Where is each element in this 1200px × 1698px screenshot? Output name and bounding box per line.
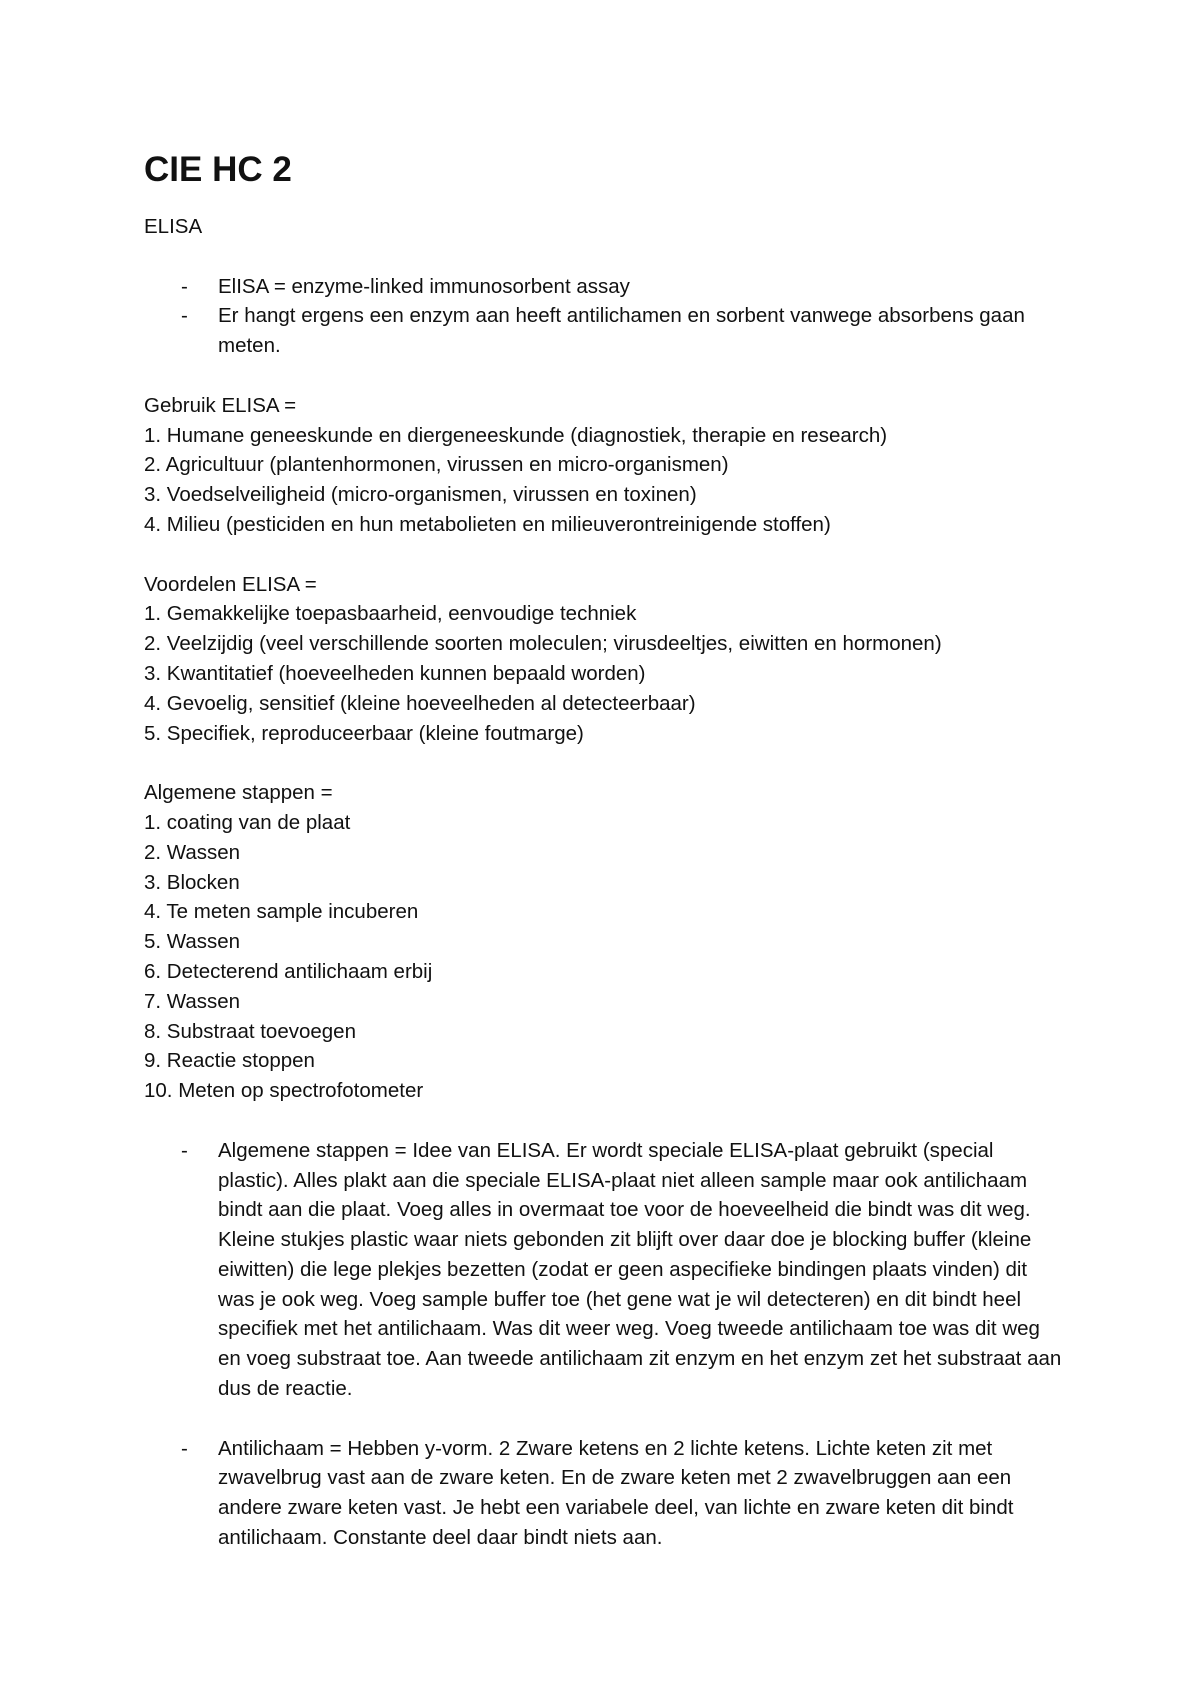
bullet-marker: - <box>181 1436 188 1460</box>
voordelen-list <box>144 599 1064 748</box>
list-item: 6. Detecterend antilichaam erbij <box>144 959 433 983</box>
list-item: 3. Kwantitatief (hoeveelheden kunnen bepaald worden) <box>144 661 646 685</box>
list-item: 5. Specifiek, reproduceerbaar (kleine foutmarge) <box>144 721 584 745</box>
list-item: 1. coating van de plaat <box>144 810 351 834</box>
bullet-text: Er hangt ergens een enzym aan heeft antilichamen en sorbent vanwege absorbens gaan meten. <box>218 304 1025 358</box>
intro-bullet-list <box>144 272 1064 361</box>
bullet-marker: - <box>181 1138 188 1162</box>
list-item: 3. Blocken <box>144 870 240 894</box>
document-title: CIE HC 2 <box>144 150 292 189</box>
bullet-marker: - <box>181 304 188 328</box>
list-item: 1. Humane geneeskunde en diergeneeskunde (diagnostiek, therapie en research) <box>144 423 888 447</box>
list-item <box>144 1434 1064 1553</box>
list-item: 5. Wassen <box>144 930 241 954</box>
bullet-text: Algemene stappen = Idee van ELISA. Er wordt speciale ELISA-plaat gebruikt (special plastic). Alles plakt aan die speciale ELISA-plaat niet alleen sample maar ook antilichaam bindt aan die plaat. Voeg alles in overmaat toe voor de hoeveelheid die bindt was dit weg. Kleine stukjes plastic waar niets gebonden zit blijft over daar doe je blocking buffer (kleine eiwitten) die lege plekjes bezetten (zodat er geen aspecifieke bindingen plaats vinden) dit was je ook weg. Voeg sample buffer toe (het gene wat je wil detecteren) en dit bindt heel specifiek met het antilichaam. Was dit weer weg. Voeg tweede antilichaam toe was dit weg en voeg substraat toe. Aan tweede antilichaam zit enzym en het enzym zet het substraat aan dus de reactie. <box>218 1138 1062 1401</box>
list-item <box>144 1136 1064 1404</box>
gebruik-heading: Gebruik ELISA = <box>144 393 297 417</box>
gebruik-list <box>144 421 1064 540</box>
list-item: 10. Meten op spectrofotometer <box>144 1079 424 1103</box>
explanation-bullet-list <box>144 1136 1064 1404</box>
list-item: 2. Agricultuur (plantenhormonen, virussen en micro-organismen) <box>144 453 729 477</box>
voordelen-heading: Voordelen ELISA = <box>144 572 317 596</box>
list-item: 2. Veelzijdig (veel verschillende soorten moleculen; virusdeeltjes, eiwitten en hormonen) <box>144 632 942 656</box>
list-item: 8. Substraat toevoegen <box>144 1019 356 1043</box>
section-heading: ELISA <box>144 215 203 238</box>
document-page <box>144 150 1064 1553</box>
list-item <box>144 272 1064 302</box>
bullet-text: Antilichaam = Hebben y-vorm. 2 Zware ketens en 2 lichte ketens. Lichte keten zit met zwavelbrug vast aan de zware keten. En de zware keten met 2 zwavelbruggen aan een andere zware keten vast. Je hebt een variabele deel, van lichte en zware keten dit bindt antilichaam. Constante deel daar bindt niets aan. <box>218 1436 1014 1550</box>
list-item <box>144 301 1064 361</box>
list-item: 4. Te meten sample incuberen <box>144 900 419 924</box>
stappen-list <box>144 808 1064 1106</box>
list-item: 2. Wassen <box>144 840 241 864</box>
list-item: 4. Gevoelig, sensitief (kleine hoeveelheden al detecteerbaar) <box>144 691 696 715</box>
bullet-text: ElISA = enzyme-linked immunosorbent assay <box>218 274 630 298</box>
bullet-marker: - <box>181 274 188 298</box>
list-item: 7. Wassen <box>144 989 241 1013</box>
list-item: 9. Reactie stoppen <box>144 1049 315 1073</box>
list-item: 1. Gemakkelijke toepasbaarheid, eenvoudige techniek <box>144 602 637 626</box>
stappen-heading: Algemene stappen = <box>144 781 333 805</box>
list-item: 4. Milieu (pesticiden en hun metabolieten en milieuverontreinigende stoffen) <box>144 512 831 536</box>
explanation-bullet-list-2 <box>144 1434 1064 1553</box>
list-item: 3. Voedselveiligheid (micro-organismen, virussen en toxinen) <box>144 483 697 507</box>
